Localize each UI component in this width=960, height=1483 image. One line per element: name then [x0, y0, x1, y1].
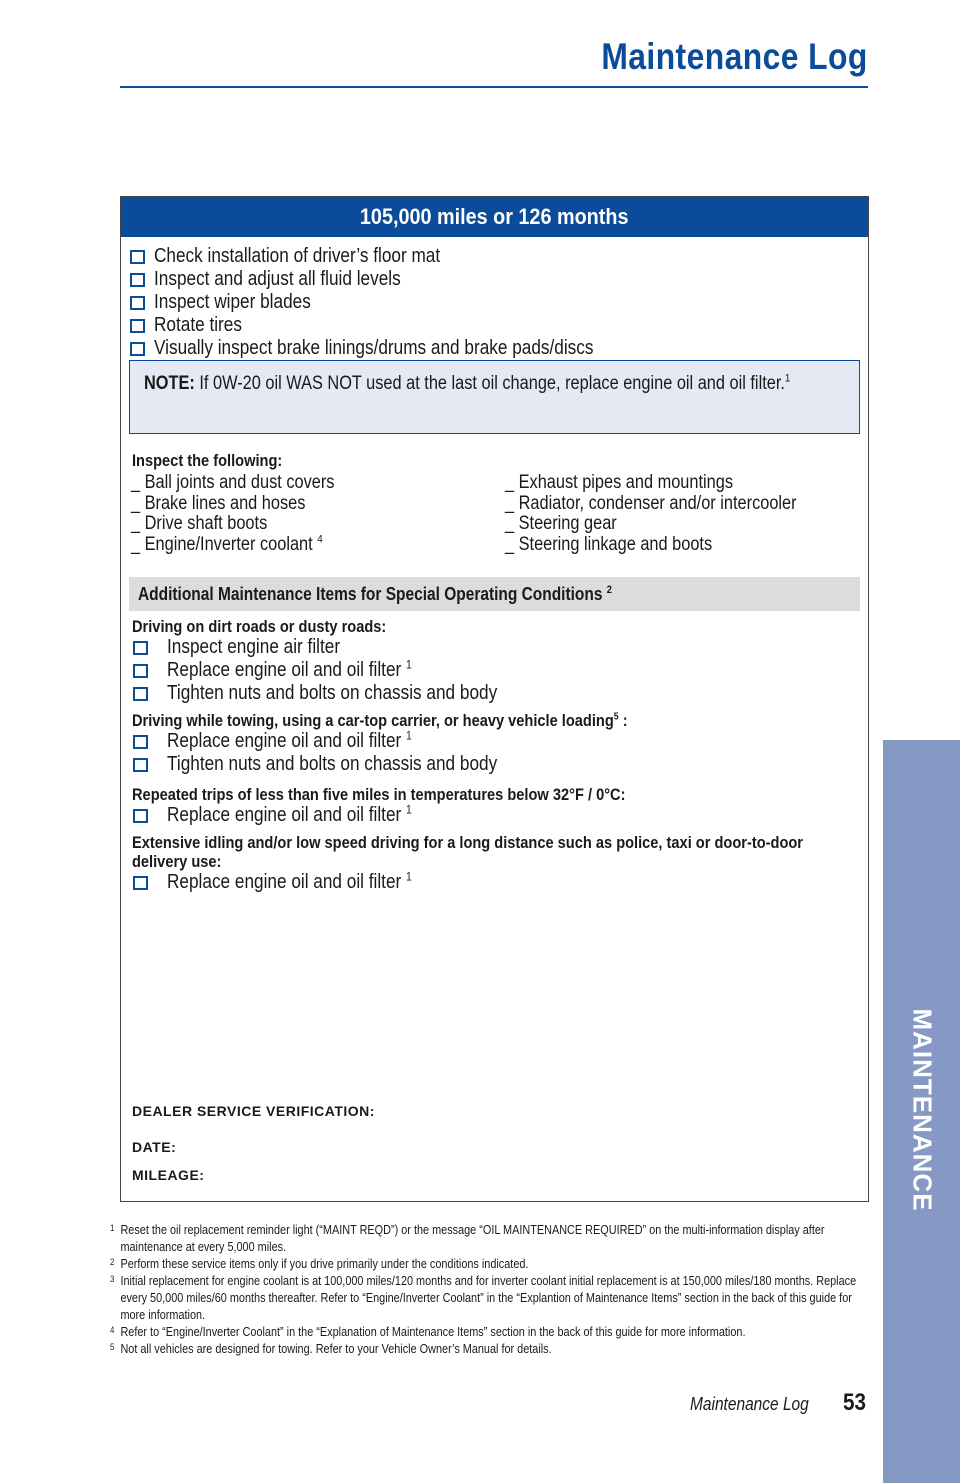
note-text: If 0W-20 oil WAS NOT used at the last oil change, replace engine oil and oil filter.	[199, 373, 785, 394]
inspect-item: _ Steering linkage and boots	[505, 533, 713, 555]
checklist-item	[130, 314, 665, 337]
additional-items-title: Additional Maintenance Items for Special Operating Conditions	[138, 584, 603, 604]
checklist-item	[130, 337, 665, 360]
condition-item: Tighten nuts and bolts on chassis and body	[132, 682, 551, 705]
checkbox[interactable]	[130, 250, 145, 264]
checkbox[interactable]	[133, 687, 148, 701]
inspect-item: _ Engine/Inverter coolant $^4$	[131, 533, 323, 555]
checklist-item-label: Check installation of driver’s floor mat	[154, 245, 441, 267]
checklist-item	[130, 268, 665, 291]
condition-extensive-idling	[132, 833, 952, 894]
section-tab-label: MAINTENANCE	[907, 1008, 937, 1212]
inspect-item: _ Brake lines and hoses	[131, 492, 306, 514]
footnote: 3 Initial replacement for engine coolant is at 100,000 miles/120 months and for inverter coolant initial replacement is at 150,000 miles/180 months. Replace every 50,000 miles/60 months thereafter. Refer to “Engine/Inverter Coolant” in the “Explantion of Maintenance Items” section in the back of this guide for more information.	[110, 1274, 857, 1322]
checkbox[interactable]	[130, 273, 145, 287]
footnote: 2 Perform these service items only if you drive primarily under the conditions indicated.	[110, 1257, 529, 1271]
footnote: 1 Reset the oil replacement reminder light (“MAINT REQD”) or the message “OIL MAINTENANCE REQUIRED” on the multi-information display after maintenance at every 5,000 miles.	[110, 1223, 825, 1254]
footnotes	[110, 1222, 868, 1358]
mileage-label: MILEAGE:	[132, 1167, 205, 1183]
condition-heading: Extensive idling and/or low speed driving for a long distance such as police, taxi or door-to-door delivery use:	[132, 833, 804, 871]
section-tab	[883, 740, 960, 1483]
dealer-verification-label: DEALER SERVICE VERIFICATION:	[132, 1103, 375, 1119]
note-ref: 1	[784, 372, 791, 385]
page-number: 53	[843, 1389, 866, 1416]
checkbox[interactable]	[133, 735, 148, 749]
inspect-list-right	[505, 473, 844, 555]
footnote: 5 Not all vehicles are designed for towing. Refer to your Vehicle Owner’s Manual for details.	[110, 1342, 552, 1356]
condition-item: Replace engine oil and oil filter $^1$	[132, 871, 952, 894]
checklist-item	[130, 245, 665, 268]
inspect-item: _ Drive shaft boots	[131, 513, 268, 534]
checkbox[interactable]	[133, 758, 148, 772]
service-checklist	[130, 245, 665, 360]
condition-item: Replace engine oil and oil filter $^1$	[132, 804, 706, 827]
footnote: 4 Refer to “Engine/Inverter Coolant” in the “Explanation of Maintenance Items” section in the back of this guide for more information.	[110, 1325, 746, 1339]
checkbox[interactable]	[130, 296, 145, 310]
card-header	[121, 197, 868, 237]
additional-items-band	[129, 577, 860, 611]
checklist-item	[130, 291, 665, 314]
inspect-item: _ Ball joints and dust covers	[131, 472, 335, 493]
inspect-ref: 4	[317, 533, 323, 546]
inspect-item: _ Exhaust pipes and mountings	[505, 472, 734, 493]
condition-item: Tighten nuts and bolts on chassis and body	[132, 753, 708, 776]
checkbox[interactable]	[133, 641, 148, 655]
card-title: 105,000 miles or 126 months	[360, 204, 629, 229]
inspect-item: _ Radiator, condenser and/or intercooler	[505, 492, 797, 514]
condition-short-trips	[132, 785, 706, 827]
checklist-item-label: Rotate tires	[154, 314, 242, 336]
date-label: DATE:	[132, 1139, 177, 1155]
condition-item: Inspect engine air filter	[132, 636, 551, 659]
checkbox[interactable]	[133, 664, 148, 678]
condition-heading: Driving on dirt roads or dusty roads:	[132, 617, 387, 636]
condition-item: Replace engine oil and oil filter $^1$	[132, 730, 708, 753]
title-rule	[120, 86, 868, 88]
checkbox[interactable]	[130, 342, 145, 356]
inspect-list-left	[131, 473, 368, 555]
note-label: NOTE:	[144, 373, 195, 394]
inspect-item: _ Steering gear	[505, 513, 617, 534]
checkbox[interactable]	[133, 809, 148, 823]
checkbox[interactable]	[133, 876, 148, 890]
condition-towing	[132, 711, 708, 776]
condition-item: Replace engine oil and oil filter $^1$	[132, 659, 551, 682]
footer-label: Maintenance Log	[690, 1394, 809, 1414]
checkbox[interactable]	[130, 319, 145, 333]
checklist-item-label: Inspect and adjust all fluid levels	[154, 268, 401, 290]
checklist-item-label: Inspect wiper blades	[154, 291, 311, 313]
oil-note	[129, 360, 860, 434]
condition-heading: Repeated trips of less than five miles in temperatures below 32°F / 0°C:	[132, 785, 626, 804]
page-title: Maintenance Log	[601, 36, 868, 77]
condition-dusty-roads	[132, 617, 551, 705]
maintenance-card	[120, 196, 869, 1202]
additional-items-ref: 2	[606, 584, 612, 596]
condition-heading: Driving while towing, using a car-top carrier, or heavy vehicle loading$^5$ :	[132, 711, 628, 730]
inspect-heading: Inspect the following:	[132, 451, 283, 470]
checklist-item-label: Visually inspect brake linings/drums and brake pads/discs	[154, 337, 594, 359]
